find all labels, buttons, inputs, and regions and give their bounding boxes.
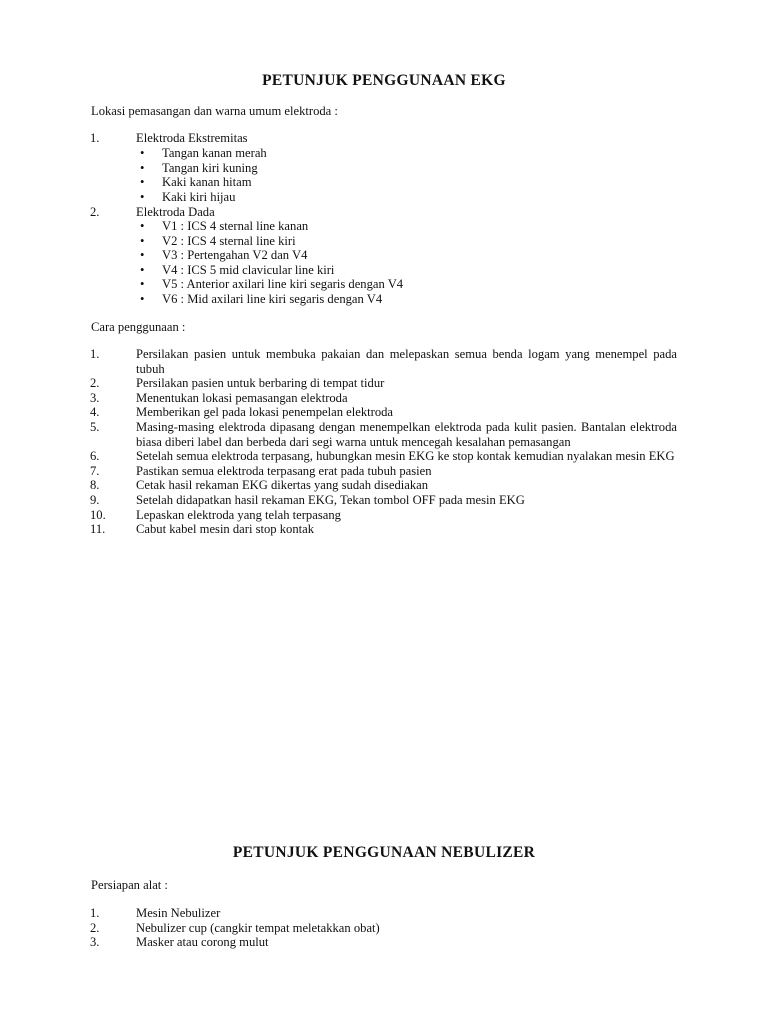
list-item: • V3 : Pertengahan V2 dan V4 [140,248,308,263]
list-number: 2. [90,376,100,391]
list-item: 6. Setelah semua elektroda terpasang, hubungkan mesin EKG ke stop kontak kemudian nyalakan mesin EKG [90,449,675,464]
list-item: • Tangan kiri kuning [140,160,258,175]
list-item: 4. Memberikan gel pada lokasi penempelan elektroda [90,405,394,420]
list-number: 5. [90,419,100,434]
bullet-icon: • [140,291,145,306]
electrode-group-list [0,205,768,220]
list-item: • Tangan kanan merah [140,146,267,160]
list-number: 1. [90,131,100,145]
electrode-group [0,205,677,220]
prep-heading: Persiapan alat : [91,878,168,892]
usage-steps-list [0,347,768,537]
list-item: 2. Nebulizer cup (cangkir tempat meletakkan obat) [90,920,380,935]
electrode-group-label: Elektroda Ekstremitas [136,131,248,145]
list-item: 1. Persilakan pasien untuk membuka pakaian dan melepaskan semua benda logam yang menempel pada tubuh [90,347,677,376]
ekg-intro: Lokasi pemasangan dan warna umum elektroda : [91,104,338,118]
nebulizer-title: PETUNJUK PENGGUNAAN NEBULIZER [232,844,536,861]
list-item: 5. Masing-masing elektroda dipasang dengan menempelkan elektroda pada kulit pasien. Bantalan elektroda biasa diberi label dan berbeda dari segi warna untuk mencegah kesalahan pemasangan [90,419,677,449]
electrode-group [0,131,677,146]
list-number: 2. [90,205,100,219]
bullet-icon: • [140,277,145,292]
bullet-icon: • [140,219,145,233]
list-number: 3. [90,935,100,950]
list-number: 6. [90,449,100,464]
list-item: 3. Menentukan lokasi pemasangan elektroda [90,390,348,405]
list-item: • V2 : ICS 4 sternal line kiri [140,233,296,248]
list-item: • V6 : Mid axilari line kiri segaris dengan V4 [140,291,383,306]
list-number: 3. [90,390,100,405]
bullet-icon: • [140,248,145,263]
list-item: • Kaki kanan hitam [140,175,252,190]
ekg-title: PETUNJUK PENGGUNAAN EKG [262,72,506,89]
list-item: • Kaki kiri hijau [140,189,236,204]
list-item: • V1 : ICS 4 sternal line kanan [140,219,309,233]
bullet-icon: • [140,146,145,160]
bullet-icon: • [140,233,145,248]
list-number: 9. [90,492,100,507]
list-item: 10. Lepaskan elektroda yang telah terpasang [90,507,341,522]
list-number: 8. [90,478,100,493]
bullet-icon: • [140,262,145,277]
list-item: 3. Masker atau corong mulut [90,935,269,950]
electrode-group-label: Elektroda Dada [136,205,215,219]
list-item: • V5 : Anterior axilari line kiri segaris dengan V4 [140,277,404,292]
list-number: 11. [90,522,106,537]
bullet-icon: • [140,175,145,190]
list-item: 8. Cetak hasil rekaman EKG dikertas yang sudah disediakan [90,478,429,493]
list-item: 9. Setelah didapatkan hasil rekaman EKG, Tekan tombol OFF pada mesin EKG [90,492,525,507]
chest-electrode-list [0,219,768,307]
list-item: 7. Pastikan semua elektroda terpasang erat pada tubuh pasien [90,463,432,478]
list-number: 4. [90,405,100,420]
list-number: 7. [90,463,100,478]
list-item: 11. Cabut kabel mesin dari stop kontak [90,522,315,537]
list-number: 2. [90,920,100,935]
list-number: 1. [90,347,100,361]
list-item: • V4 : ICS 5 mid clavicular line kiri [140,262,335,277]
tools-list [0,906,768,950]
list-item: 1. Mesin Nebulizer [90,906,221,920]
usage-heading: Cara penggunaan : [91,320,186,334]
list-item: 2. Persilakan pasien untuk berbaring di tempat tidur [90,376,385,391]
electrode-group-list [0,131,768,146]
bullet-icon: • [140,160,145,175]
limb-electrode-list [0,146,768,204]
list-number: 10. [90,507,106,522]
list-number: 1. [90,906,100,920]
bullet-icon: • [140,189,145,204]
